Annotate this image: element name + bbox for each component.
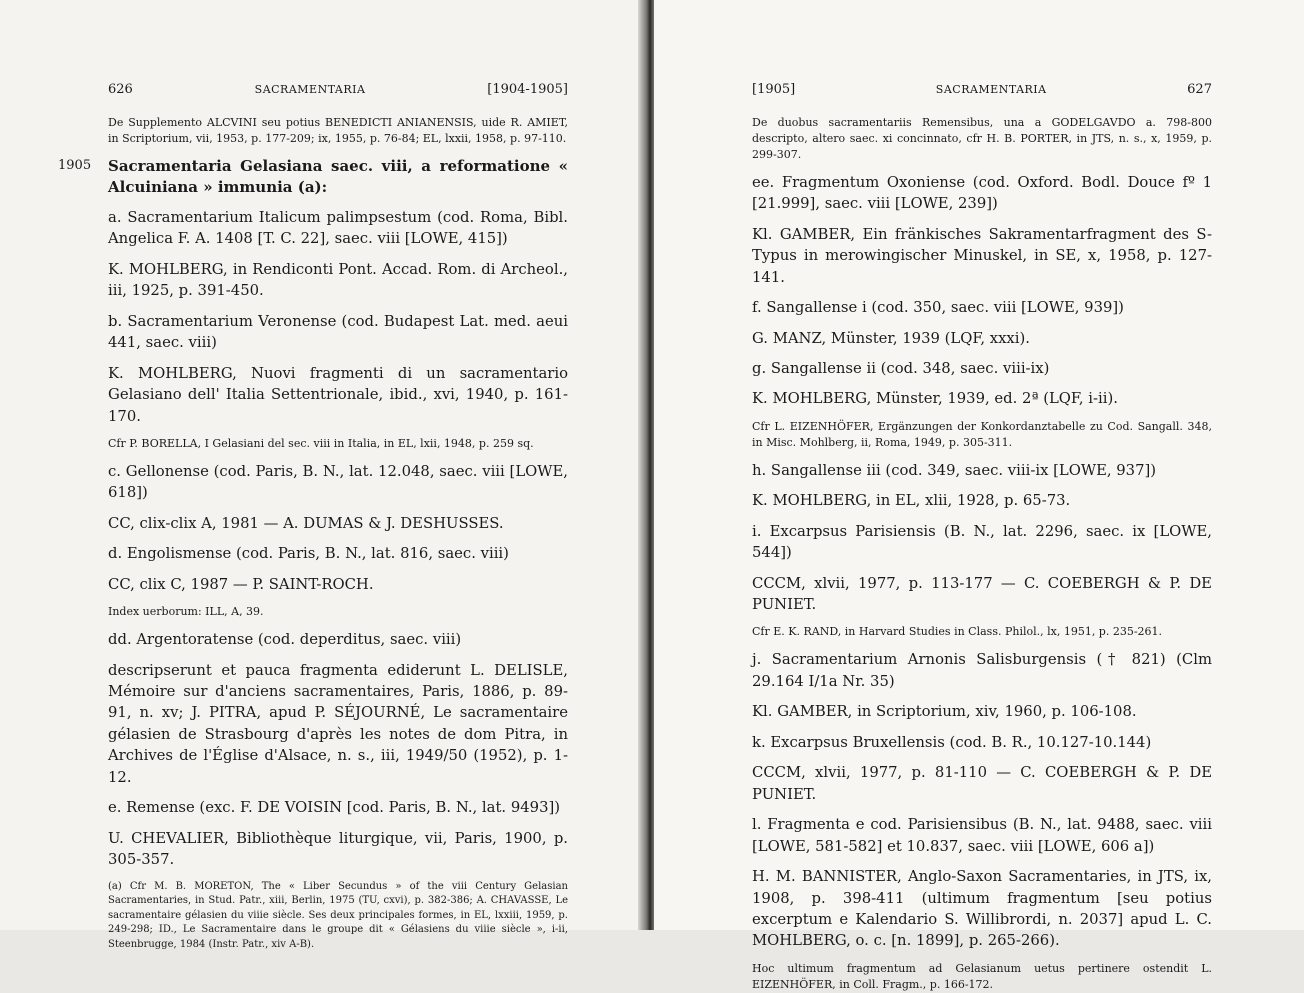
paragraph-text: dd. Argentoratense (cod. deperditus, saec. viii)	[108, 631, 462, 649]
right-page-entry-paragraph	[752, 358, 1212, 379]
paragraph-text: b. Sacramentarium Veronense (cod. Budapest Lat. med. aeui 441, saec. viii)	[108, 312, 568, 352]
paragraph-text: (a) Cfr M. B. MORETON, The « Liber Secundus » of the viii Century Gelasian Sacramentaries, in Stud. Patr., xiii, Berlin, 1975 (TU, cxvi), p. 382-386; A. CHAVASSE, Le sacramentaire gélasien du viiie siècle. Ses deux principales formes, in EL, lxxiii, 1959, p. 249-298; ID., Le Sacramentaire dans le groupe dit « Gélasiens du viiie siècle », i-ii, Steenbrugge, 1984 (Instr. Patr., xiv A-B).	[108, 880, 568, 950]
left-page-small-paragraph	[108, 436, 568, 452]
right-year-range: [1905]	[752, 82, 796, 97]
left-page-body	[58, 115, 568, 952]
paragraph-text: U. CHEVALIER, Bibliothèque liturgique, vii, Paris, 1900, p. 305-357.	[108, 829, 568, 869]
margin-number: 1905	[58, 157, 92, 173]
paragraph-text: De duobus sacramentariis Remensibus, una a GODELGAVDO a. 798-800 descripto, altero saec. xi concinnato, cfr H. B. PORTER, in JTS, n. s., x, 1959, p. 299-307.	[752, 116, 1212, 161]
left-page-small-paragraph	[108, 604, 568, 620]
right-page	[654, 0, 1304, 991]
left-page-small-paragraph	[108, 115, 568, 147]
paragraph-text: Index uerborum: ILL, A, 39.	[108, 605, 264, 619]
paragraph-text: Cfr P. BORELLA, I Gelasiani del sec. viii in Italia, in EL, lxii, 1948, p. 259 sq.	[108, 436, 534, 450]
paragraph-text: i. Excarpsus Parisiensis (B. N., lat. 2296, saec. ix [LOWE, 544])	[752, 522, 1212, 562]
paragraph-text: g. Sangallense ii (cod. 348, saec. viii-ix)	[752, 359, 1050, 377]
left-page-entry-paragraph	[108, 660, 568, 789]
right-page-entry-paragraph	[752, 814, 1212, 857]
right-page-small-paragraph	[752, 419, 1212, 451]
paragraph-text: Cfr E. K. RAND, in Harvard Studies in Class. Philol., lx, 1951, p. 235-261.	[752, 625, 1163, 639]
right-page-entry-paragraph	[752, 573, 1212, 616]
paragraph-text: descripserunt et pauca fragmenta ediderunt L. DELISLE, Mémoire sur d'anciens sacramentaires, Paris, 1886, p. 89-91, n. xv; J. PITRA, apud P. SÉJOURNÉ, Le sacramentaire gélasien de Strasbourg d'après les notes de dom Pitra, in Archives de l'Église d'Alsace, n. s., iii, 1949/50 (1952), p. 1-12.	[108, 661, 568, 786]
left-page-entry-paragraph	[108, 363, 568, 427]
left-page-entry-paragraph	[108, 461, 568, 504]
right-page-entry-paragraph	[752, 172, 1212, 215]
paragraph-text: Sacramentaria Gelasiana saec. viii, a reformatione « Alcuiniana » immunia (a):	[108, 156, 568, 196]
left-page-entry-paragraph	[108, 259, 568, 302]
paragraph-text: De Supplemento ALCVINI seu potius BENEDICTI ANIANENSIS, uide R. AMIET, in Scriptorium, vii, 1953, p. 177-209; ix, 1955, p. 76-84; EL, lxxii, 1958, p. 97-110.	[108, 116, 568, 145]
paragraph-text: CC, clix C, 1987 — P. SAINT-ROCH.	[108, 575, 374, 593]
left-page-header	[108, 82, 568, 97]
paragraph-text: H. M. BANNISTER, Anglo-Saxon Sacramentaries, in JTS, ix, 1908, p. 398-411 (ultimum fragmentum [seu potius excerptum e Kalendario S. Willibrordi, n. 2037] apud L. C. MOHLBERG, o. c. [n. 1899], p. 265-266).	[752, 868, 1212, 950]
left-page-entry-paragraph	[108, 629, 568, 650]
right-page-body	[752, 115, 1212, 993]
paragraph-text: CCCM, xlvii, 1977, p. 113-177 — C. COEBERGH & P. DE PUNIET.	[752, 574, 1212, 614]
right-page-small-paragraph	[752, 624, 1212, 640]
right-page-entry-paragraph	[752, 224, 1212, 288]
left-page-entry-paragraph	[108, 513, 568, 534]
paragraph-text: K. MOHLBERG, Nuovi fragmenti di un sacramentario Gelasiano dell' Italia Settentrionale, ibid., xvi, 1940, p. 161-170.	[108, 364, 568, 425]
paragraph-text: CC, clix-clix A, 1981 — A. DUMAS & J. DESHUSSES.	[108, 514, 504, 532]
paragraph-text: f. Sangallense i (cod. 350, saec. viii [LOWE, 939])	[752, 299, 1124, 317]
right-page-entry-paragraph	[752, 701, 1212, 722]
left-page-entry-paragraph	[108, 543, 568, 564]
right-running-title: SACRAMENTARIA	[935, 83, 1047, 96]
paragraph-text: l. Fragmenta e cod. Parisiensibus (B. N., lat. 9488, saec. viii [LOWE, 581-582] et 10.837, saec. viii [LOWE, 606 a])	[752, 816, 1212, 855]
right-page-entry-paragraph	[752, 460, 1212, 481]
paragraph-text: k. Excarpsus Bruxellensis (cod. B. R., 10.127-10.144)	[752, 733, 1152, 751]
paragraph-text: Hoc ultimum fragmentum ad Gelasianum uetus pertinere ostendit L. EIZENHÖFER, in Coll. Fragm., p. 166-172.	[752, 961, 1212, 991]
right-page-small-paragraph	[752, 961, 1212, 993]
left-page-entry-paragraph	[108, 574, 568, 595]
left-year-range: [1904-1905]	[487, 82, 568, 97]
left-page	[0, 0, 646, 950]
right-page-header	[752, 82, 1212, 97]
right-page-small-paragraph	[752, 115, 1212, 163]
right-page-entry-paragraph	[752, 732, 1212, 753]
paragraph-text: CCCM, xlvii, 1977, p. 81-110 — C. COEBERGH & P. DE PUNIET.	[752, 764, 1212, 803]
paragraph-text: c. Gellonense (cod. Paris, B. N., lat. 12.048, saec. viii [LOWE, 618])	[108, 462, 568, 502]
right-page-entry-paragraph	[752, 521, 1212, 564]
paragraph-text: Cfr L. EIZENHÖFER, Ergänzungen der Konkordanztabelle zu Cod. Sangall. 348, in Misc. Mohlberg, ii, Roma, 1949, p. 305-311.	[752, 419, 1212, 449]
paragraph-text: Kl. GAMBER, Ein fränkisches Sakramentarfragment des S-Typus in merowingischer Minuskel, in SE, x, 1958, p. 127-141.	[752, 225, 1212, 286]
paragraph-text: G. MANZ, Münster, 1939 (LQF, xxxi).	[752, 329, 1030, 347]
right-page-entry-paragraph	[752, 297, 1212, 318]
paragraph-text: a. Sacramentarium Italicum palimpsestum (cod. Roma, Bibl. Angelica F. A. 1408 [T. C. 22], saec. viii [LOWE, 415])	[108, 208, 568, 248]
paragraph-text: K. MOHLBERG, Münster, 1939, ed. 2ª (LQF, i-ii).	[752, 390, 1118, 408]
paragraph-text: Kl. GAMBER, in Scriptorium, xiv, 1960, p. 106-108.	[752, 703, 1137, 721]
paragraph-text: j. Sacramentarium Arnonis Salisburgensis († 821) (Clm 29.164 I/1a Nr. 35)	[752, 651, 1212, 690]
right-page-entry-paragraph	[752, 866, 1212, 952]
left-page-head-paragraph	[58, 156, 568, 198]
right-page-number: 627	[1187, 82, 1212, 97]
left-running-title: SACRAMENTARIA	[254, 83, 366, 96]
paragraph-text: K. MOHLBERG, in EL, xlii, 1928, p. 65-73.	[752, 492, 1071, 510]
paragraph-text: ee. Fragmentum Oxoniense (cod. Oxford. Bodl. Douce fº 1 [21.999], saec. viii [LOWE, 239])	[752, 173, 1212, 213]
left-page-entry-paragraph	[108, 828, 568, 871]
left-page-note-paragraph	[108, 880, 568, 953]
right-page-entry-paragraph	[752, 388, 1212, 409]
right-page-entry-paragraph	[752, 328, 1212, 349]
left-page-entry-paragraph	[108, 797, 568, 818]
right-page-entry-paragraph	[752, 490, 1212, 511]
right-page-entry-paragraph	[752, 762, 1212, 805]
paragraph-text: h. Sangallense iii (cod. 349, saec. viii-ix [LOWE, 937])	[752, 461, 1157, 479]
left-page-number: 626	[108, 82, 133, 97]
paragraph-text: e. Remense (exc. F. DE VOISIN [cod. Paris, B. N., lat. 9493])	[108, 799, 561, 817]
left-page-entry-paragraph	[108, 207, 568, 250]
left-page-entry-paragraph	[108, 311, 568, 354]
paragraph-text: K. MOHLBERG, in Rendiconti Pont. Accad. Rom. di Archeol., iii, 1925, p. 391-450.	[108, 260, 568, 300]
right-page-entry-paragraph	[752, 649, 1212, 692]
paragraph-text: d. Engolismense (cod. Paris, B. N., lat. 816, saec. viii)	[108, 545, 509, 563]
